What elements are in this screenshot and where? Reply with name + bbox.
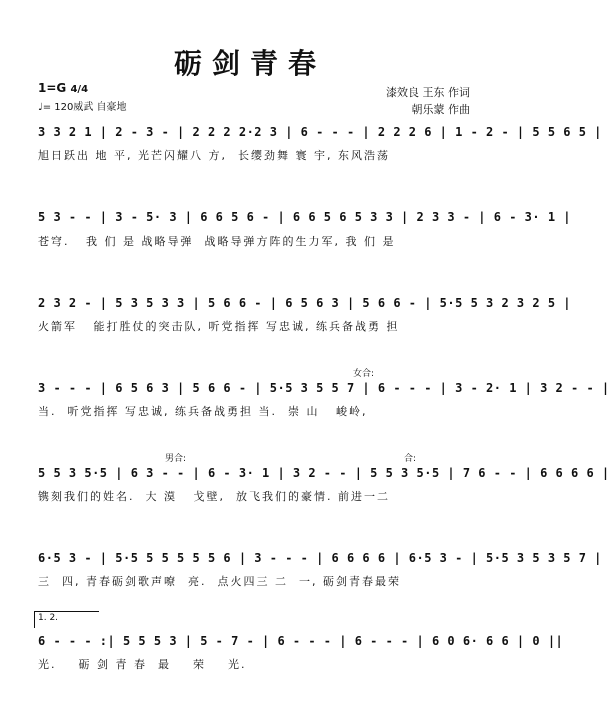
part-label-female: 女合: [353,369,375,379]
lyrics-row-5: 镌刻我们的姓名. 大 漠 戈壁, 放飞我们的豪情. 前进一二 [38,490,390,503]
volta-bracket [34,611,99,628]
tempo-marking: ♩= 120威武 自豪地 [38,102,127,113]
lyrics-row-6: 三 四, 青春砺剑歌声嘹 亮. 点火四三 二 一, 砺剑青春最荣 [38,575,401,588]
time-signature: 4/4 [70,84,89,95]
lyricist-credit: 漆效良 王东 作词 [386,86,470,99]
lyrics-row-2: 苍穹. 我 们 是 战略导弹 战略导弹方阵的生力军, 我 们 是 [38,235,396,248]
key-signature [38,81,88,95]
notation-row-5: 5 5 3 5·5 | 6 3 - - | 6 - 3· 1 | 3 2 - - | 5 5 3 5·5 | 7 6 - - | 6 6 6 6 | [38,466,610,480]
notation-row-2: 5 3 - - | 3 - 5· 3 | 6 6 5 6 - | 6 6 5 6 5 3 3 | 2 3 3 - | 6 - 3· 1 | [38,210,571,224]
key-label: 1=G [38,81,67,95]
composer-credit: 朝乐蒙 作曲 [411,103,470,116]
volta-label: 1. 2. [38,613,59,623]
notation-row-6: 6·5 3 - | 5·5 5 5 5 5 5 6 | 3 - - - | 6 6 6 6 | 6·5 3 - | 5·5 3 5 3 5 7 | [38,551,602,565]
notation-row-3: 2 3 2 - | 5 3 5 3 3 | 5 6 6 - | 6 5 6 3 | 5 6 6 - | 5·5 5 3 2 3 2 5 | [38,296,571,310]
lyrics-row-1: 旭日跃出 地 平, 光芒闪耀八 方, 长缨劲舞 寰 宇, 东风浩荡 [38,149,390,162]
lyrics-row-3: 火箭军 能打胜仗的突击队, 听党指挥 写忠诚, 练兵备战勇 担 [38,320,400,333]
notation-row-1: 3 3 2 1 | 2 - 3 - | 2 2 2 2·2 3 | 6 - - - | 2 2 2 6 | 1 - 2 - | 5 5 6 5 | [38,125,602,139]
part-label-male: 男合: [165,454,187,464]
lyrics-row-7: 光. 砺 剑 青 春 最 荣 光. [38,658,247,671]
notation-row-7: 6 - - - :| 5 5 5 3 | 5 - 7 - | 6 - - - | 6 - - - | 6 0 6· 6 6 | 0 || [38,634,564,648]
page-title: 砺剑青春 [173,47,326,80]
notation-row-4: 3 - - - | 6 5 6 3 | 5 6 6 - | 5·5 3 5 5 7 | 6 - - - | 3 - 2· 1 | 3 2 - - | [38,381,610,395]
part-label-chorus: 合: [404,454,417,464]
lyrics-row-4: 当. 听党指挥 写忠诚, 练兵备战勇担 当. 崇 山 峻岭, [38,405,368,418]
